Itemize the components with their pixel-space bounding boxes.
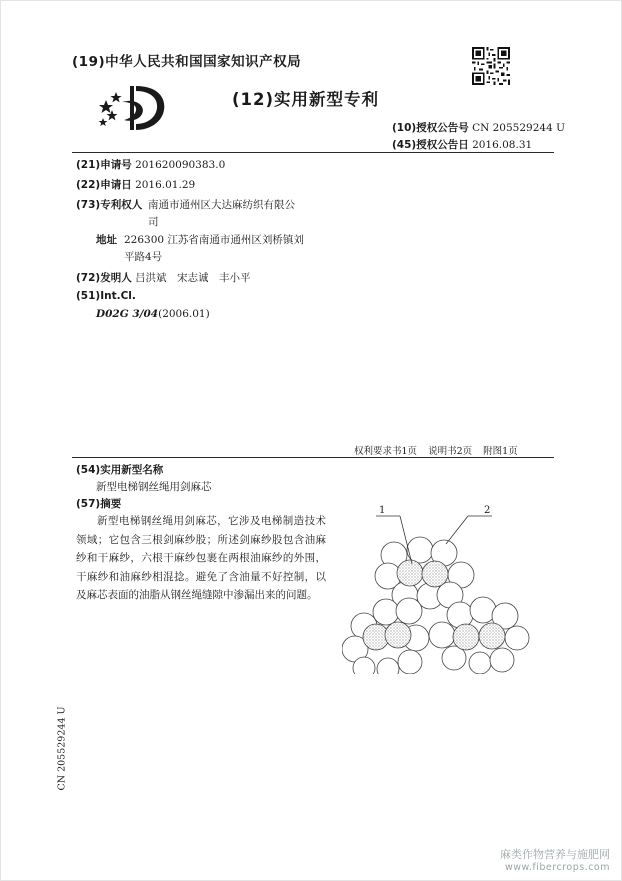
abstract-text: 新型电梯钢丝绳用剑麻芯，它涉及电梯制造技术领域；它包含三根剑麻纱股；所述剑麻纱股包含油麻纱和干麻纱，六根干麻纱包裹在两根油麻纱的外围，干麻纱和油麻纱相混捻。避免了含油量不好控制，以及麻芯表面的油脂从钢丝绳缝隙中渗漏出来的问题。 xyxy=(76,515,326,601)
description-pages: 说明书2页 xyxy=(428,446,473,457)
qr-code-icon xyxy=(472,47,510,85)
patent-office-name: (19)中华人民共和国国家知识产权局 xyxy=(72,54,302,70)
address-line-1: 226300 江苏省南通市通州区刘桥镇刘 xyxy=(124,234,304,246)
side-publication-code xyxy=(52,708,72,798)
application-number-value: 201620090383.0 xyxy=(135,159,226,171)
section-divider xyxy=(72,457,554,458)
application-date-value: 2016.01.29 xyxy=(135,179,196,191)
page-count-info xyxy=(354,443,518,457)
sisal-core-cross-section-figure xyxy=(342,498,532,674)
application-date-row xyxy=(76,177,195,192)
application-date-label: (22)申请日 xyxy=(76,179,132,191)
drawings-pages: 附图1页 xyxy=(483,446,518,457)
address-label: 地址 xyxy=(96,234,117,246)
watermark-site-name: 麻类作物营养与施肥网 xyxy=(500,848,610,861)
int-cl-edition: (2006.01) xyxy=(158,308,210,320)
application-number-label: (21)申请号 xyxy=(76,159,132,171)
inventor-row xyxy=(76,270,251,285)
inventor-label: (72)发明人 xyxy=(76,272,132,284)
utility-model-title: 新型电梯钢丝绳用剑麻芯 xyxy=(96,481,212,493)
sipo-logo-icon xyxy=(96,80,168,136)
patentee-label: (73)专利权人 xyxy=(76,199,143,211)
application-number-row xyxy=(76,157,225,172)
int-cl-label: (51)Int.Cl. xyxy=(76,290,136,302)
utility-model-title-label: (54)实用新型名称 xyxy=(76,464,164,476)
patentee-line-2: 司 xyxy=(148,216,159,228)
publication-number-value: CN 205529244 U xyxy=(472,122,565,134)
side-publication-code-text: CN 205529244 U xyxy=(56,706,68,791)
publication-number-label: (10)授权公告号 xyxy=(392,122,469,134)
figure-label-1: 1 xyxy=(379,505,386,516)
figure-label-2: 2 xyxy=(484,505,491,516)
patentee-line-1: 南通市通州区大达麻纺织有限公 xyxy=(148,199,295,211)
abstract-label: (57)摘要 xyxy=(76,498,122,510)
inventor-names: 吕洪斌 宋志诚 丰小平 xyxy=(135,272,251,284)
header-divider xyxy=(72,152,554,153)
int-cl-row xyxy=(96,308,210,320)
int-cl-code: D02G 3/04 xyxy=(96,308,159,320)
claims-pages: 权利要求书1页 xyxy=(354,446,418,457)
publication-date-value: 2016.08.31 xyxy=(472,139,533,151)
publication-number-row xyxy=(392,120,565,135)
publication-date-label: (45)授权公告日 xyxy=(392,139,469,151)
address-line-2: 平路4号 xyxy=(124,251,163,263)
document-type: (12)实用新型专利 xyxy=(232,90,380,109)
watermark-url: www.fibercrops.com xyxy=(504,862,610,873)
publication-date-row xyxy=(392,137,532,152)
website-watermark xyxy=(500,848,610,874)
